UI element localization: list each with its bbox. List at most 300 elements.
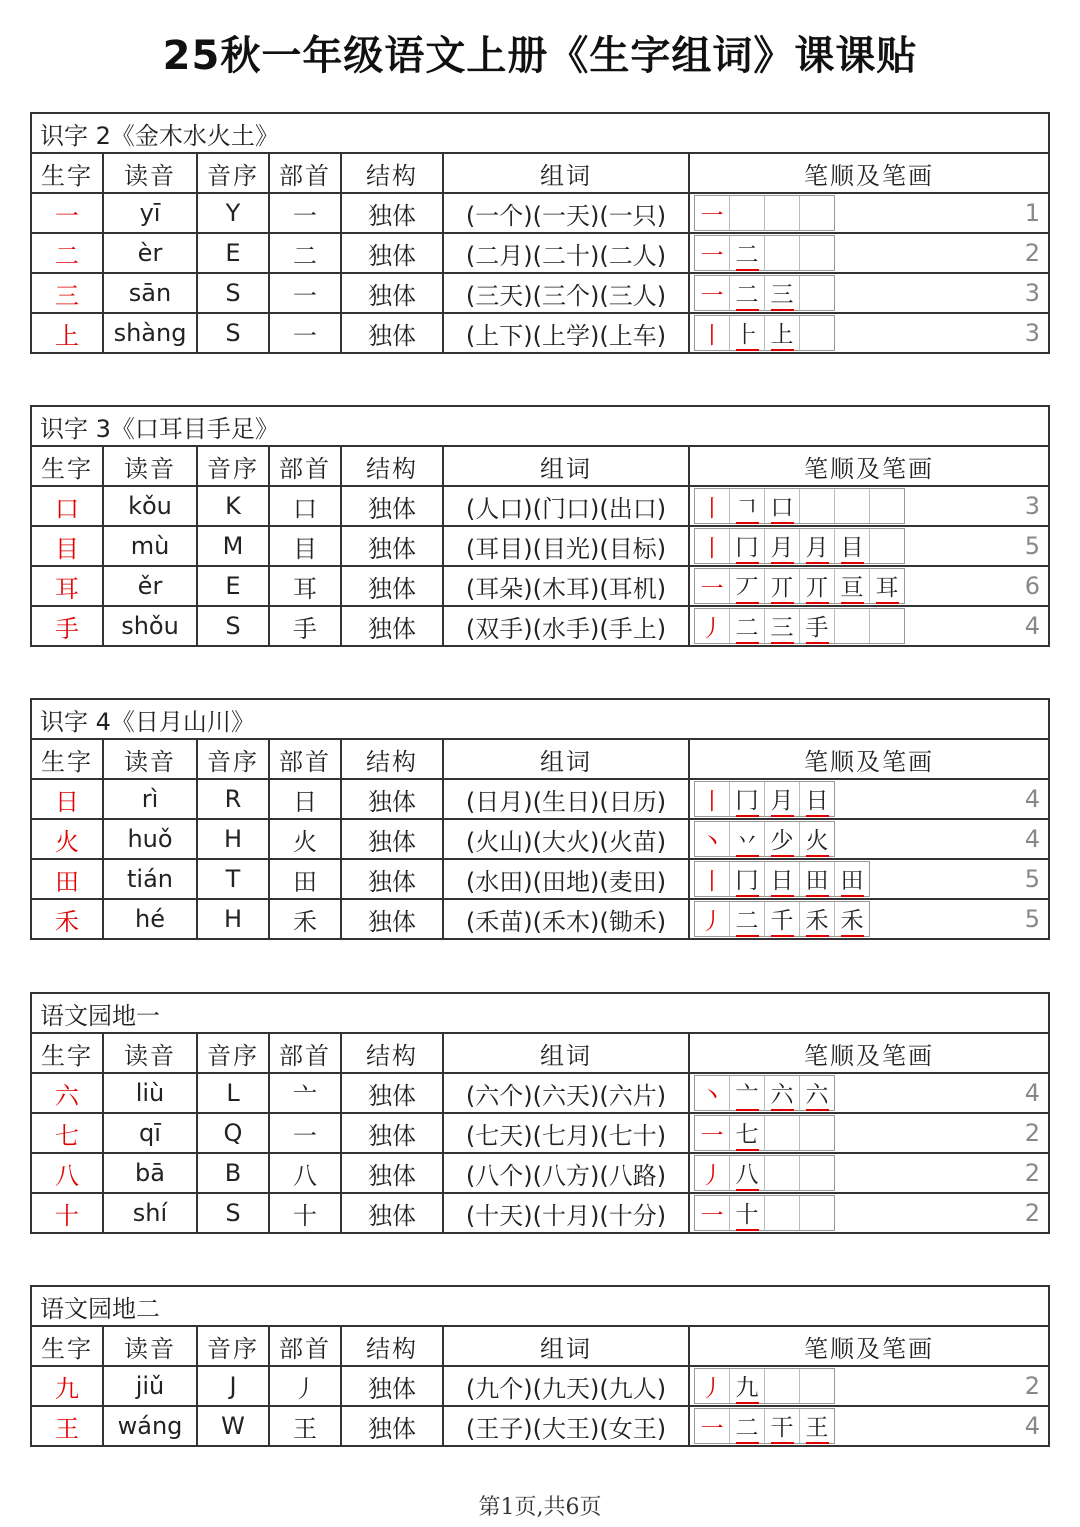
stroke-box bbox=[695, 862, 730, 896]
stroke-box bbox=[765, 862, 800, 896]
character-cell: 一 bbox=[31, 193, 103, 233]
table-row bbox=[31, 566, 1049, 606]
stroke-count: 1 bbox=[1024, 199, 1041, 227]
initial-letter-cell: T bbox=[197, 859, 269, 899]
table-row bbox=[31, 779, 1049, 819]
stroke-step: 一 bbox=[700, 202, 724, 229]
radical-cell: 耳 bbox=[269, 566, 341, 606]
table-row bbox=[31, 1193, 1049, 1233]
header-stroke-order: 笔顺及笔画 bbox=[689, 739, 1049, 779]
header-radical: 部首 bbox=[269, 153, 341, 193]
initial-letter-cell: E bbox=[197, 233, 269, 273]
stroke-box bbox=[800, 1116, 834, 1150]
stroke-box bbox=[765, 276, 800, 310]
pinyin-cell: huǒ bbox=[103, 819, 197, 859]
header-initial: 音序 bbox=[197, 153, 269, 193]
stroke-box bbox=[835, 569, 870, 603]
header-stroke-order: 笔顺及笔画 bbox=[689, 1033, 1049, 1073]
stroke-box bbox=[730, 489, 765, 523]
header-structure: 结构 bbox=[341, 153, 443, 193]
stroke-order-cell bbox=[689, 819, 1049, 859]
stroke-box bbox=[695, 1116, 730, 1150]
structure-cell: 独体 bbox=[341, 859, 443, 899]
character-cell: 火 bbox=[31, 819, 103, 859]
stroke-grid bbox=[694, 1155, 835, 1191]
words-cell: (十天)(十月)(十分) bbox=[443, 1193, 689, 1233]
words-cell: (火山)(大火)(火苗) bbox=[443, 819, 689, 859]
initial-letter-cell: E bbox=[197, 566, 269, 606]
stroke-box bbox=[730, 822, 765, 856]
header-initial: 音序 bbox=[197, 1033, 269, 1073]
stroke-box bbox=[870, 609, 904, 643]
header-initial: 音序 bbox=[197, 446, 269, 486]
stroke-box bbox=[800, 1156, 834, 1190]
stroke-order-wrap bbox=[694, 1367, 1042, 1405]
table-row bbox=[31, 1113, 1049, 1153]
stroke-box bbox=[730, 316, 765, 350]
table-row bbox=[31, 1406, 1049, 1446]
radical-cell: 亠 bbox=[269, 1073, 341, 1113]
stroke-step: 二 bbox=[736, 1409, 759, 1444]
stroke-step: 六 bbox=[771, 1076, 794, 1111]
stroke-step: 二 bbox=[736, 609, 759, 644]
stroke-grid bbox=[694, 528, 905, 564]
stroke-count: 2 bbox=[1024, 1119, 1041, 1147]
stroke-box bbox=[800, 276, 834, 310]
stroke-step: 冂 bbox=[736, 862, 759, 897]
stroke-grid bbox=[694, 781, 835, 817]
table-row bbox=[31, 486, 1049, 526]
pinyin-cell: wáng bbox=[103, 1406, 197, 1446]
stroke-count: 4 bbox=[1024, 1412, 1041, 1440]
stroke-grid bbox=[694, 821, 835, 857]
stroke-step: 丿 bbox=[700, 1162, 724, 1189]
stroke-order-cell bbox=[689, 1113, 1049, 1153]
initial-letter-cell: L bbox=[197, 1073, 269, 1113]
stroke-box bbox=[730, 782, 765, 816]
stroke-box bbox=[800, 489, 835, 523]
table-row bbox=[31, 1153, 1049, 1193]
stroke-box bbox=[765, 1076, 800, 1110]
structure-cell: 独体 bbox=[341, 819, 443, 859]
structure-cell: 独体 bbox=[341, 526, 443, 566]
stroke-step: 三 bbox=[771, 609, 794, 644]
stroke-box bbox=[730, 1409, 765, 1443]
stroke-step: 丌 bbox=[771, 569, 794, 604]
character-cell: 手 bbox=[31, 606, 103, 646]
stroke-box bbox=[730, 1076, 765, 1110]
radical-cell: 口 bbox=[269, 486, 341, 526]
stroke-order-cell bbox=[689, 526, 1049, 566]
radical-cell: 八 bbox=[269, 1153, 341, 1193]
stroke-box bbox=[695, 1156, 730, 1190]
stroke-step: 十 bbox=[736, 1196, 759, 1231]
section-title: 识字 4《日月山川》 bbox=[31, 699, 1049, 739]
section-title: 语文园地一 bbox=[31, 993, 1049, 1033]
structure-cell: 独体 bbox=[341, 1113, 443, 1153]
stroke-box bbox=[695, 236, 730, 270]
character-cell: 七 bbox=[31, 1113, 103, 1153]
stroke-step: 火 bbox=[806, 822, 829, 857]
stroke-box bbox=[765, 1116, 800, 1150]
stroke-box bbox=[800, 902, 835, 936]
stroke-step: 𠃍 bbox=[736, 489, 759, 524]
stroke-step: 手 bbox=[806, 609, 829, 644]
structure-cell: 独体 bbox=[341, 313, 443, 353]
stroke-box bbox=[695, 489, 730, 523]
stroke-count: 6 bbox=[1024, 572, 1041, 600]
character-section-table bbox=[30, 112, 1050, 354]
header-radical: 部首 bbox=[269, 446, 341, 486]
stroke-grid bbox=[694, 568, 905, 604]
header-row bbox=[31, 1326, 1049, 1366]
character-cell: 口 bbox=[31, 486, 103, 526]
initial-letter-cell: S bbox=[197, 606, 269, 646]
stroke-box bbox=[800, 1369, 834, 1403]
structure-cell: 独体 bbox=[341, 233, 443, 273]
character-cell: 六 bbox=[31, 1073, 103, 1113]
table-row bbox=[31, 526, 1049, 566]
stroke-box bbox=[765, 1156, 800, 1190]
stroke-box bbox=[730, 1116, 765, 1150]
stroke-step: 亘 bbox=[841, 569, 864, 604]
character-cell: 王 bbox=[31, 1406, 103, 1446]
stroke-box bbox=[695, 276, 730, 310]
header-initial: 音序 bbox=[197, 739, 269, 779]
stroke-order-cell bbox=[689, 606, 1049, 646]
pinyin-cell: bā bbox=[103, 1153, 197, 1193]
stroke-box bbox=[765, 1369, 800, 1403]
pinyin-cell: rì bbox=[103, 779, 197, 819]
radical-cell: 禾 bbox=[269, 899, 341, 939]
stroke-count: 3 bbox=[1024, 319, 1041, 347]
stroke-order-wrap bbox=[694, 900, 1042, 938]
structure-cell: 独体 bbox=[341, 899, 443, 939]
stroke-order-cell bbox=[689, 313, 1049, 353]
stroke-step: 丨 bbox=[700, 535, 724, 562]
header-words: 组词 bbox=[443, 1326, 689, 1366]
stroke-step: 丶 bbox=[700, 1082, 724, 1109]
words-cell: (三天)(三个)(三人) bbox=[443, 273, 689, 313]
stroke-box bbox=[800, 196, 834, 230]
header-pinyin: 读音 bbox=[103, 1326, 197, 1366]
stroke-step: 丿 bbox=[700, 1375, 724, 1402]
stroke-box bbox=[695, 529, 730, 563]
stroke-step: 目 bbox=[841, 529, 864, 564]
character-cell: 田 bbox=[31, 859, 103, 899]
stroke-order-wrap bbox=[694, 1074, 1042, 1112]
stroke-box bbox=[730, 1196, 765, 1230]
stroke-order-cell bbox=[689, 1366, 1049, 1406]
character-cell: 三 bbox=[31, 273, 103, 313]
stroke-order-wrap bbox=[694, 820, 1042, 858]
structure-cell: 独体 bbox=[341, 1073, 443, 1113]
pinyin-cell: shàng bbox=[103, 313, 197, 353]
stroke-order-cell bbox=[689, 273, 1049, 313]
stroke-box bbox=[730, 1156, 765, 1190]
stroke-grid bbox=[694, 195, 835, 231]
table-row bbox=[31, 859, 1049, 899]
initial-letter-cell: M bbox=[197, 526, 269, 566]
stroke-box bbox=[800, 822, 834, 856]
words-cell: (王子)(大王)(女王) bbox=[443, 1406, 689, 1446]
radical-cell: 一 bbox=[269, 193, 341, 233]
pinyin-cell: kǒu bbox=[103, 486, 197, 526]
stroke-box bbox=[695, 822, 730, 856]
initial-letter-cell: H bbox=[197, 819, 269, 859]
stroke-step: 一 bbox=[700, 242, 724, 269]
header-words: 组词 bbox=[443, 153, 689, 193]
table-row bbox=[31, 273, 1049, 313]
stroke-box bbox=[765, 609, 800, 643]
stroke-box bbox=[695, 1409, 730, 1443]
radical-cell: 日 bbox=[269, 779, 341, 819]
words-cell: (耳目)(目光)(目标) bbox=[443, 526, 689, 566]
stroke-grid bbox=[694, 901, 870, 937]
stroke-box bbox=[800, 1409, 834, 1443]
stroke-step: 王 bbox=[806, 1409, 829, 1444]
stroke-box bbox=[695, 1369, 730, 1403]
stroke-step: 一 bbox=[700, 1122, 724, 1149]
words-cell: (七天)(七月)(七十) bbox=[443, 1113, 689, 1153]
section-title: 语文园地二 bbox=[31, 1286, 1049, 1326]
radical-cell: 十 bbox=[269, 1193, 341, 1233]
header-pinyin: 读音 bbox=[103, 1033, 197, 1073]
stroke-box bbox=[765, 236, 800, 270]
stroke-box bbox=[765, 822, 800, 856]
structure-cell: 独体 bbox=[341, 273, 443, 313]
stroke-box bbox=[835, 489, 870, 523]
initial-letter-cell: S bbox=[197, 1193, 269, 1233]
stroke-step: 一 bbox=[700, 282, 724, 309]
initial-letter-cell: K bbox=[197, 486, 269, 526]
stroke-box bbox=[695, 902, 730, 936]
stroke-box bbox=[730, 862, 765, 896]
stroke-step: 亠 bbox=[736, 1076, 759, 1111]
stroke-box bbox=[800, 782, 834, 816]
stroke-box bbox=[800, 316, 834, 350]
stroke-order-cell bbox=[689, 779, 1049, 819]
stroke-count: 4 bbox=[1024, 612, 1041, 640]
stroke-count: 4 bbox=[1024, 1079, 1041, 1107]
stroke-step: 干 bbox=[771, 1409, 794, 1444]
radical-cell: 田 bbox=[269, 859, 341, 899]
character-cell: 目 bbox=[31, 526, 103, 566]
radical-cell: 一 bbox=[269, 313, 341, 353]
stroke-step: 一 bbox=[700, 1415, 724, 1442]
stroke-order-cell bbox=[689, 233, 1049, 273]
words-cell: (水田)(田地)(麦田) bbox=[443, 859, 689, 899]
structure-cell: 独体 bbox=[341, 1193, 443, 1233]
stroke-box bbox=[765, 529, 800, 563]
radical-cell: 目 bbox=[269, 526, 341, 566]
radical-cell: 一 bbox=[269, 1113, 341, 1153]
stroke-box bbox=[800, 1196, 834, 1230]
initial-letter-cell: J bbox=[197, 1366, 269, 1406]
character-cell: 十 bbox=[31, 1193, 103, 1233]
stroke-step: 月 bbox=[771, 529, 794, 564]
stroke-order-wrap bbox=[694, 527, 1042, 565]
stroke-step: 千 bbox=[771, 902, 794, 937]
stroke-step: 丷 bbox=[736, 822, 759, 857]
stroke-box bbox=[800, 862, 835, 896]
stroke-grid bbox=[694, 1115, 835, 1151]
stroke-step: 丿 bbox=[700, 908, 724, 935]
character-section-table bbox=[30, 405, 1050, 647]
words-cell: (禾苗)(禾木)(锄禾) bbox=[443, 899, 689, 939]
header-structure: 结构 bbox=[341, 446, 443, 486]
words-cell: (二月)(二十)(二人) bbox=[443, 233, 689, 273]
stroke-step: 七 bbox=[736, 1116, 759, 1151]
stroke-order-wrap bbox=[694, 1114, 1042, 1152]
character-section-table bbox=[30, 992, 1050, 1234]
header-pinyin: 读音 bbox=[103, 446, 197, 486]
stroke-grid bbox=[694, 315, 835, 351]
structure-cell: 独体 bbox=[341, 1406, 443, 1446]
stroke-step: 田 bbox=[806, 862, 829, 897]
section-title-row bbox=[31, 406, 1049, 446]
header-stroke-order: 笔顺及笔画 bbox=[689, 446, 1049, 486]
stroke-box bbox=[870, 569, 904, 603]
stroke-step: 耳 bbox=[876, 569, 899, 604]
character-cell: 禾 bbox=[31, 899, 103, 939]
stroke-order-wrap bbox=[694, 234, 1042, 272]
header-structure: 结构 bbox=[341, 1033, 443, 1073]
stroke-order-cell bbox=[689, 1073, 1049, 1113]
stroke-box bbox=[800, 236, 834, 270]
stroke-order-cell bbox=[689, 1406, 1049, 1446]
table-row bbox=[31, 899, 1049, 939]
stroke-box bbox=[695, 1196, 730, 1230]
stroke-order-wrap bbox=[694, 1407, 1042, 1445]
header-radical: 部首 bbox=[269, 1326, 341, 1366]
pinyin-cell: hé bbox=[103, 899, 197, 939]
stroke-order-cell bbox=[689, 193, 1049, 233]
stroke-count: 5 bbox=[1024, 905, 1041, 933]
stroke-box bbox=[730, 529, 765, 563]
header-radical: 部首 bbox=[269, 739, 341, 779]
section-title-row bbox=[31, 113, 1049, 153]
initial-letter-cell: S bbox=[197, 313, 269, 353]
stroke-count: 5 bbox=[1024, 532, 1041, 560]
stroke-box bbox=[695, 782, 730, 816]
header-row bbox=[31, 153, 1049, 193]
stroke-step: 丨 bbox=[700, 495, 724, 522]
page-title: 25秋一年级语文上册《生字组词》课课贴 bbox=[162, 33, 918, 79]
pinyin-cell: liù bbox=[103, 1073, 197, 1113]
header-character: 生字 bbox=[31, 153, 103, 193]
stroke-box bbox=[765, 1196, 800, 1230]
header-stroke-order: 笔顺及笔画 bbox=[689, 1326, 1049, 1366]
pinyin-cell: mù bbox=[103, 526, 197, 566]
header-words: 组词 bbox=[443, 739, 689, 779]
pinyin-cell: èr bbox=[103, 233, 197, 273]
stroke-box bbox=[800, 1076, 834, 1110]
words-cell: (人口)(门口)(出口) bbox=[443, 486, 689, 526]
structure-cell: 独体 bbox=[341, 193, 443, 233]
structure-cell: 独体 bbox=[341, 486, 443, 526]
stroke-step: 冂 bbox=[736, 782, 759, 817]
stroke-box bbox=[870, 489, 904, 523]
stroke-step: 二 bbox=[736, 902, 759, 937]
header-character: 生字 bbox=[31, 1326, 103, 1366]
character-section-table bbox=[30, 1285, 1050, 1447]
stroke-count: 2 bbox=[1024, 239, 1041, 267]
structure-cell: 独体 bbox=[341, 779, 443, 819]
stroke-count: 2 bbox=[1024, 1372, 1041, 1400]
header-character: 生字 bbox=[31, 739, 103, 779]
stroke-order-wrap bbox=[694, 567, 1042, 605]
stroke-grid bbox=[694, 488, 905, 524]
section-title-row bbox=[31, 1286, 1049, 1326]
pinyin-cell: tián bbox=[103, 859, 197, 899]
stroke-step: 丶 bbox=[700, 828, 724, 855]
structure-cell: 独体 bbox=[341, 1153, 443, 1193]
pinyin-cell: ěr bbox=[103, 566, 197, 606]
table-row bbox=[31, 819, 1049, 859]
header-structure: 结构 bbox=[341, 1326, 443, 1366]
stroke-order-wrap bbox=[694, 194, 1042, 232]
character-section-table bbox=[30, 698, 1050, 940]
stroke-count: 2 bbox=[1024, 1199, 1041, 1227]
structure-cell: 独体 bbox=[341, 606, 443, 646]
stroke-box bbox=[835, 862, 869, 896]
stroke-count: 2 bbox=[1024, 1159, 1041, 1187]
stroke-order-wrap bbox=[694, 860, 1042, 898]
stroke-box bbox=[800, 609, 835, 643]
words-cell: (上下)(上学)(上车) bbox=[443, 313, 689, 353]
stroke-step: 九 bbox=[736, 1369, 759, 1404]
stroke-grid bbox=[694, 608, 905, 644]
radical-cell: 二 bbox=[269, 233, 341, 273]
character-cell: 八 bbox=[31, 1153, 103, 1193]
table-row bbox=[31, 313, 1049, 353]
stroke-box bbox=[695, 569, 730, 603]
stroke-box bbox=[730, 1369, 765, 1403]
stroke-step: 日 bbox=[771, 862, 794, 897]
stroke-order-wrap bbox=[694, 1154, 1042, 1192]
character-cell: 耳 bbox=[31, 566, 103, 606]
stroke-step: 一 bbox=[700, 1202, 724, 1229]
character-cell: 日 bbox=[31, 779, 103, 819]
stroke-grid bbox=[694, 861, 870, 897]
stroke-box bbox=[835, 529, 870, 563]
header-pinyin: 读音 bbox=[103, 739, 197, 779]
stroke-step: 三 bbox=[771, 276, 794, 311]
initial-letter-cell: Y bbox=[197, 193, 269, 233]
stroke-grid bbox=[694, 1368, 835, 1404]
stroke-step: 日 bbox=[806, 782, 829, 817]
stroke-box bbox=[730, 276, 765, 310]
stroke-step: 禾 bbox=[841, 902, 864, 937]
header-row bbox=[31, 739, 1049, 779]
stroke-box bbox=[765, 782, 800, 816]
stroke-order-cell bbox=[689, 899, 1049, 939]
words-cell: (日月)(生日)(日历) bbox=[443, 779, 689, 819]
stroke-box bbox=[730, 902, 765, 936]
header-pinyin: 读音 bbox=[103, 153, 197, 193]
stroke-grid bbox=[694, 1075, 835, 1111]
stroke-step: 八 bbox=[736, 1156, 759, 1191]
stroke-count: 5 bbox=[1024, 865, 1041, 893]
stroke-step: 丨 bbox=[700, 788, 724, 815]
stroke-step: 月 bbox=[771, 782, 794, 817]
stroke-box bbox=[800, 529, 835, 563]
stroke-order-cell bbox=[689, 859, 1049, 899]
initial-letter-cell: W bbox=[197, 1406, 269, 1446]
header-character: 生字 bbox=[31, 446, 103, 486]
stroke-step: 月 bbox=[806, 529, 829, 564]
